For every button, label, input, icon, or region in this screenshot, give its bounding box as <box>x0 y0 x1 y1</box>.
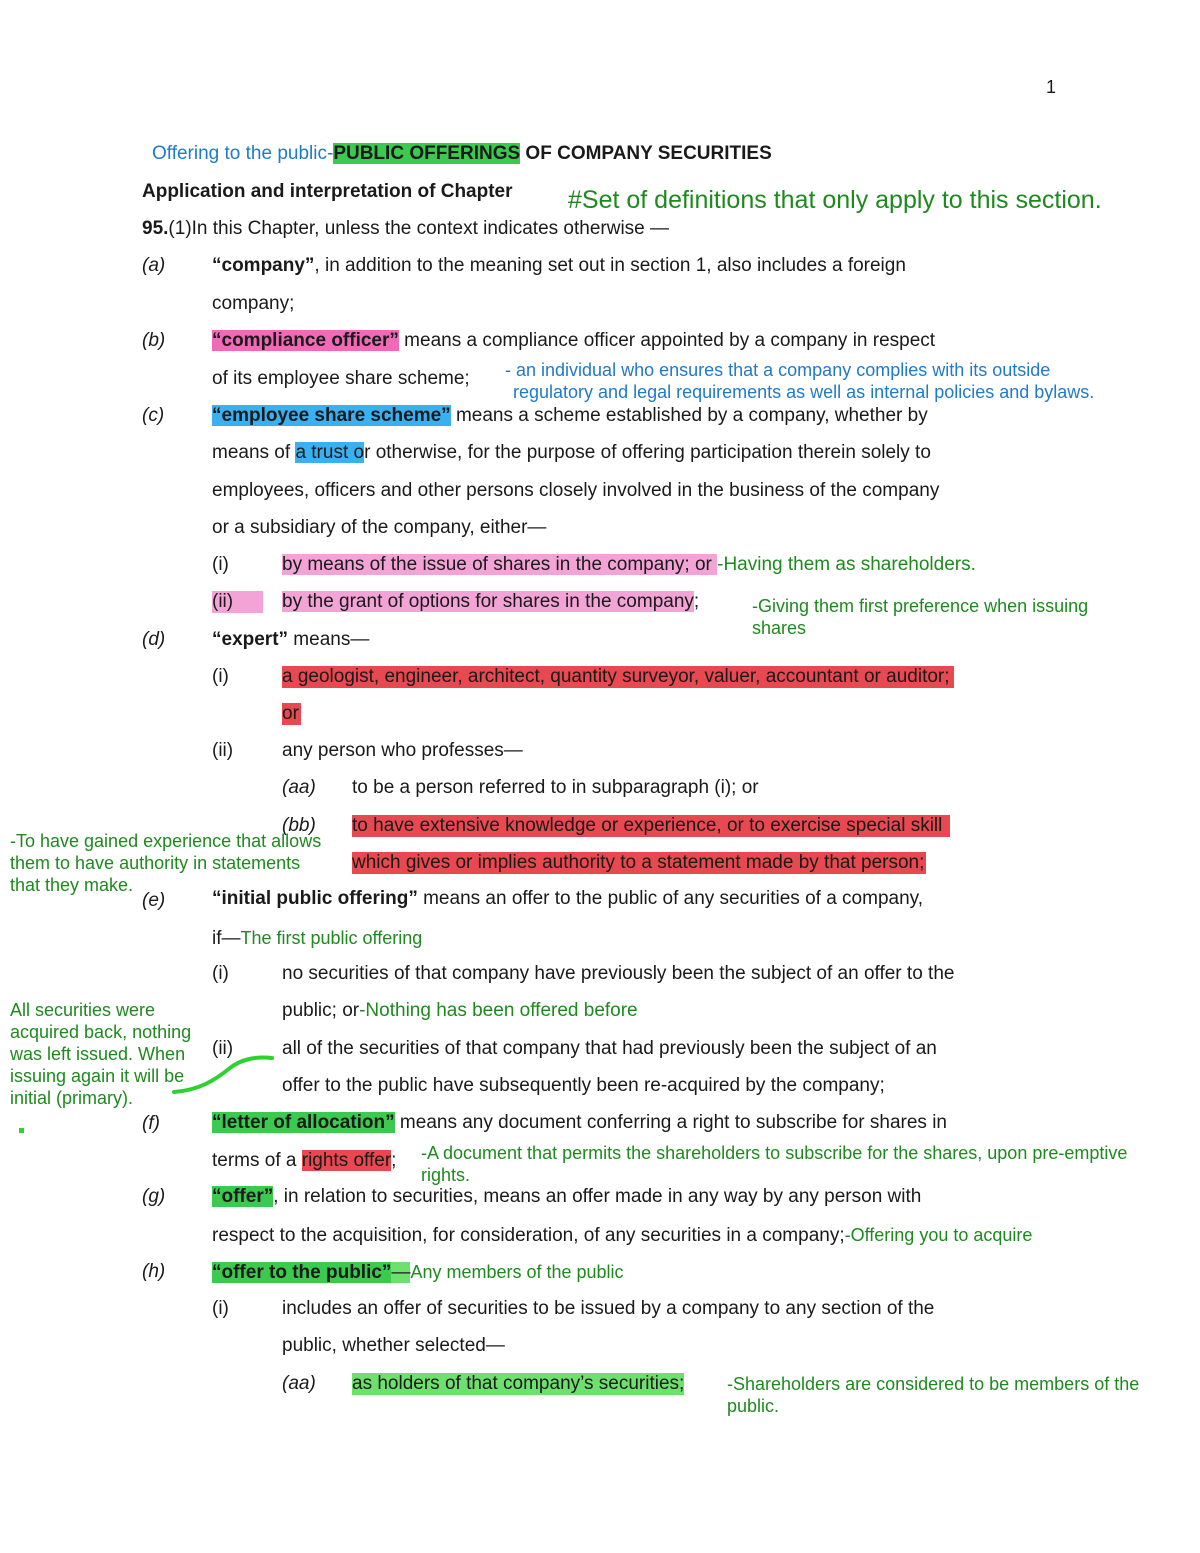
annotation-note: The first public offering <box>240 928 423 948</box>
definition-text <box>212 927 422 950</box>
sub-sub-item-text: to be a person referred to in subparagraph (i); or <box>352 777 759 798</box>
note-line: -Shareholders are considered to be members of the <box>727 1374 1140 1394</box>
term: “initial public offering” <box>212 888 418 909</box>
sub-sub-item-label: (aa) <box>282 1373 316 1394</box>
definition-text: means a scheme established by a company, whether by <box>450 405 928 426</box>
annotation-note: Any members of the public <box>410 1262 624 1282</box>
sub-item-label: (ii) <box>212 740 234 761</box>
annotation-note: -Offering you to acquire <box>844 1225 1033 1245</box>
sub-item-text: includes an offer of securities to be issued by a company to any section of the <box>282 1298 935 1319</box>
note-line: regulatory and legal requirements as well as internal policies and bylaws. <box>513 382 1095 402</box>
page-title <box>152 143 772 165</box>
highlighted-text: by the grant of options for shares in the company <box>282 591 694 612</box>
sub-item-text: or <box>282 703 299 724</box>
sub-item-label: (i) <box>212 554 229 575</box>
annotation-note: -Having them as shareholders. <box>717 554 976 575</box>
term: “offer” <box>212 1186 274 1207</box>
title-highlight: PUBLIC OFFERINGS <box>333 143 521 164</box>
item-label: (c) <box>142 405 165 426</box>
text-segment: terms of a <box>212 1150 302 1171</box>
definition-text <box>212 442 931 464</box>
item-label: (g) <box>142 1186 166 1207</box>
sub-item-text: no securities of that company have previously been the subject of an offer to the <box>282 963 955 984</box>
title-rest: OF COMPANY SECURITIES <box>520 143 772 164</box>
note-line: acquired back, nothing <box>10 1022 192 1042</box>
sub-item-label: (i) <box>212 666 229 687</box>
definition-letter-of-allocation <box>212 1112 947 1134</box>
item-label: (h) <box>142 1261 166 1282</box>
sub-sub-item-text: which gives or implies authority to a statement made by that person; <box>352 852 925 873</box>
definition-text: company; <box>212 293 295 314</box>
sub-item-text: a geologist, engineer, architect, quantity surveyor, valuer, accountant or auditor; <box>282 666 954 688</box>
annotation-note <box>727 1373 1139 1417</box>
definition-text: means a compliance officer appointed by a company in respect <box>398 330 936 351</box>
note-line: issuing again it will be <box>10 1066 185 1086</box>
annotation-note <box>10 999 191 1109</box>
note-line: that they make. <box>10 875 134 895</box>
section-intro-text: (1)In this Chapter, unless the context indicates otherwise — <box>168 218 670 239</box>
note-line: -Giving them first preference when issuing <box>752 596 1089 616</box>
definition-text: or a subsidiary of the company, either— <box>212 517 547 538</box>
note-line: All securities were <box>10 1000 156 1020</box>
sub-item-text <box>282 591 699 613</box>
sub-item-text: any person who professes— <box>282 740 523 761</box>
term: “company” <box>212 255 315 276</box>
definition-text: means any document conferring a right to subscribe for shares in <box>394 1112 947 1133</box>
sub-item-text <box>282 554 976 576</box>
definition-text: of its employee share scheme; <box>212 368 470 389</box>
item-label: (f) <box>142 1113 160 1134</box>
note-line: -To have gained experience that allows <box>10 831 322 851</box>
term: “offer to the public” <box>212 1262 392 1283</box>
annotation-note: -Nothing has been offered before <box>359 1000 638 1021</box>
annotation-note <box>505 359 1094 403</box>
sub-item-label: (ii) <box>212 591 263 613</box>
note-line: -A document that permits the shareholders to subscribe for the shares, upon pre-emptive <box>421 1143 1128 1163</box>
sub-item-label: (ii) <box>212 1038 234 1059</box>
section-number: 95. <box>142 218 169 239</box>
text-segment: r otherwise, for the purpose of offering participation therein solely to <box>364 442 931 463</box>
item-label: (b) <box>142 330 166 351</box>
sub-item-label: (i) <box>212 963 229 984</box>
definition-text: , in relation to securities, means an offer made in any way by any person with <box>273 1186 922 1207</box>
page-number: 1 <box>1046 77 1057 97</box>
text-segment: public; or <box>282 1000 360 1021</box>
highlighted-text: a trust o <box>295 442 365 463</box>
sub-item-text <box>282 1000 638 1022</box>
definition-compliance-officer <box>212 330 935 352</box>
definition-employee-share-scheme <box>212 405 928 427</box>
definition-text <box>212 1150 396 1172</box>
annotation-note <box>752 595 1088 639</box>
definition-expert <box>212 629 369 651</box>
note-line: - an individual who ensures that a company complies with its outside <box>505 360 1051 380</box>
note-line: rights. <box>421 1165 471 1185</box>
stray-mark <box>19 1128 24 1133</box>
section-intro <box>142 218 669 240</box>
subheading-note: #Set of definitions that only apply to this section. <box>568 186 1102 214</box>
sub-item-text: public, whether selected— <box>282 1335 505 1356</box>
text-segment: means of <box>212 442 296 463</box>
term: “letter of allocation” <box>212 1112 395 1133</box>
definition-initial-public-offering <box>212 888 923 910</box>
text-segment: ; <box>391 1150 397 1171</box>
text-segment: — <box>391 1262 411 1283</box>
note-line: shares <box>752 618 807 638</box>
text-segment: if— <box>212 928 241 949</box>
item-label: (a) <box>142 255 166 276</box>
definition-company <box>212 255 906 277</box>
note-line: them to have authority in statements <box>10 853 301 873</box>
subheading: Application and interpretation of Chapter <box>142 181 513 202</box>
annotation-note <box>421 1142 1127 1186</box>
sub-item-label: (i) <box>212 1298 229 1319</box>
sub-sub-item-label: (aa) <box>282 777 316 798</box>
handwritten-arrow-stroke <box>170 1050 280 1100</box>
definition-text: employees, officers and other persons closely involved in the business of the company <box>212 480 940 501</box>
definition-offer <box>212 1186 921 1208</box>
text-segment: respect to the acquisition, for consideration, of any securities in a company; <box>212 1225 845 1246</box>
term: “employee share scheme” <box>212 405 451 426</box>
title-prefix-note: Offering to the public- <box>152 143 334 164</box>
note-line: was left issued. When <box>10 1044 186 1064</box>
text-segment: ; <box>693 591 700 612</box>
annotation-note <box>10 830 321 896</box>
highlighted-text: rights offer <box>301 1150 392 1171</box>
term: “compliance officer” <box>212 330 399 351</box>
item-label: (e) <box>142 890 166 911</box>
term: “expert” <box>212 629 289 650</box>
sub-item-text: all of the securities of that company that had previously been the subject of an <box>282 1038 937 1059</box>
sub-sub-item-label: (bb) <box>282 815 316 836</box>
definition-text <box>212 1224 1032 1247</box>
sub-sub-item-text: as holders of that company’s securities; <box>352 1373 685 1394</box>
note-line: initial (primary). <box>10 1088 134 1108</box>
note-line: public. <box>727 1396 780 1416</box>
sub-item-text: offer to the public have subsequently been re-acquired by the company; <box>282 1075 885 1096</box>
sub-sub-item-text: to have extensive knowledge or experience, or to exercise special skill <box>352 815 950 837</box>
definition-text: , in addition to the meaning set out in section 1, also includes a foreign <box>314 255 906 276</box>
highlighted-text: by means of the issue of shares in the company; or <box>282 554 718 575</box>
item-label: (d) <box>142 629 166 650</box>
definition-text: means an offer to the public of any securities of a company, <box>417 888 924 909</box>
definition-text: means— <box>288 629 370 650</box>
definition-offer-to-the-public <box>212 1261 624 1284</box>
